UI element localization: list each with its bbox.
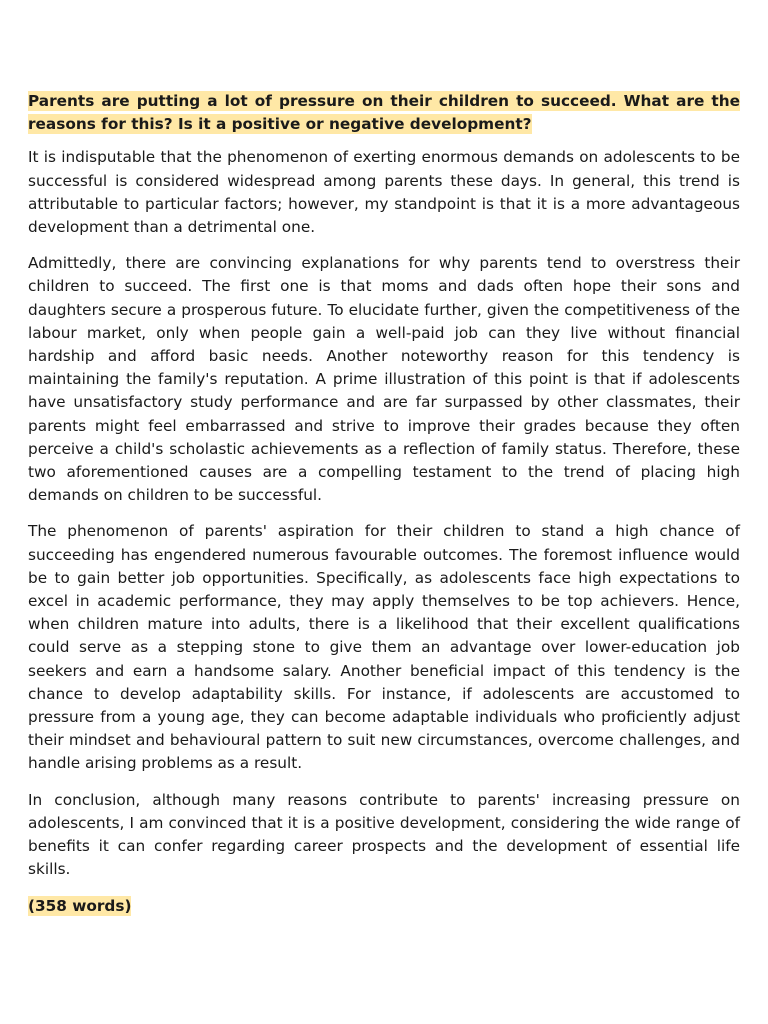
essay-question (28, 90, 740, 136)
essay-question-text: Parents are putting a lot of pressure on their children to succeed. What are the reasons for this? Is it a positive or negative development? (28, 92, 740, 134)
introduction-paragraph: It is indisputable that the phenomenon of exerting enormous demands on adolescents to be successful is considered widespread among parents these days. In general, this trend is attributable to particular factors; however, my standpoint is that it is a more advantageous development than a detrimental one. (28, 148, 740, 237)
body-paragraph-reasons: Admittedly, there are convincing explanations for why parents tend to overstress their children to succeed. The first one is that moms and dads often hope their sons and daughters secure a prosperous future. To elucidate further, given the competitiveness of the labour market, only when people gain a well-paid job can they live without financial hardship and afford basic needs. Another noteworthy reason for this tendency is maintaining the family's reputation. A prime illustration of this point is that if adolescents have unsatisfactory study performance and are far surpassed by other classmates, their parents might feel embarrassed and strive to improve their grades because they often perceive a child's scholastic achievements as a reflection of family status. Therefore, these two aforementioned causes are a compelling testament to the trend of placing high demands on children to be successful. (28, 254, 740, 505)
word-count-text: (358 words) (28, 896, 132, 915)
conclusion-paragraph: In conclusion, although many reasons contribute to parents' increasing pressure on adolescents, I am convinced that it is a positive development, considering the wide range of benefits it can confer regarding career prospects and the development of essential life skills. (28, 790, 740, 879)
essay-document (28, 90, 740, 918)
body-paragraph-benefits: The phenomenon of parents' aspiration for their children to stand a high chance of succeeding has engendered numerous favourable outcomes. The foremost influence would be to gain better job opportunities. Specifically, as adolescents face high expectations to excel in academic performance, they may apply themselves to be top achievers. Hence, when children mature into adults, there is a likelihood that their excellent qualifications could serve as a stepping stone to give them an advantage over lower-education job seekers and earn a handsome salary. Another beneficial impact of this tendency is the chance to develop adaptability skills. For instance, if adolescents are accustomed to pressure from a young age, they can become adaptable individuals who proficiently adjust their mindset and behavioural pattern to suit new circumstances, overcome challenges, and handle arising problems as a result. (28, 522, 740, 773)
word-count (28, 895, 740, 918)
